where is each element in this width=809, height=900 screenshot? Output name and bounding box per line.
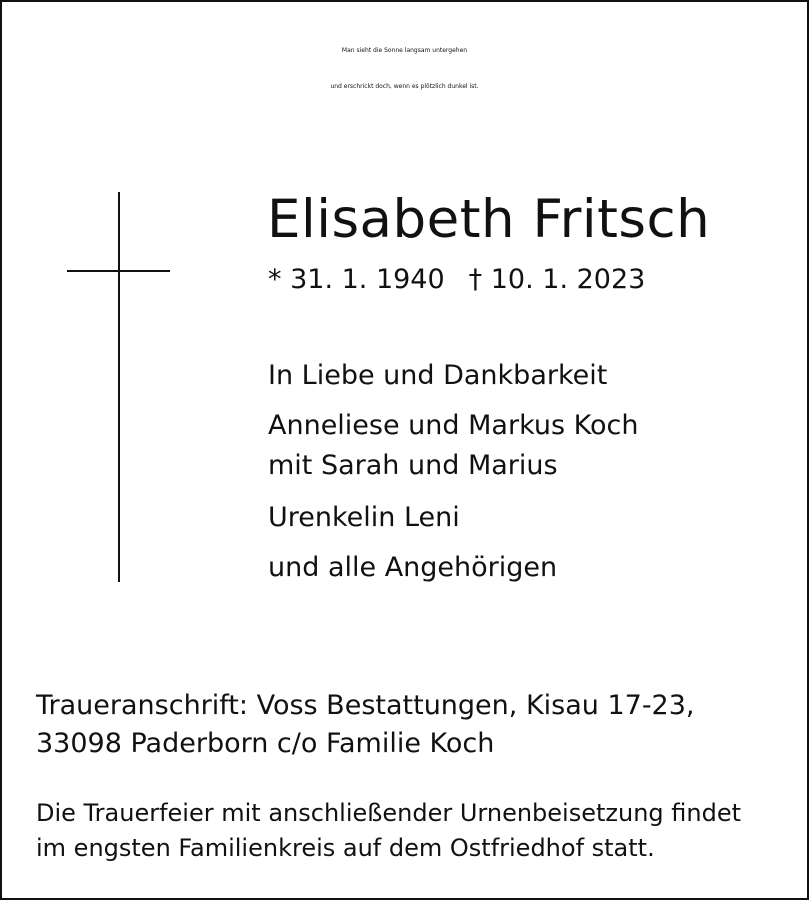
motto-line-2: und erschrickt doch, wenn es plötzlich dunkel ist. [330, 83, 479, 90]
mourners-line-2: mit Sarah und Marius [268, 450, 558, 481]
mourners-line-1: Anneliese und Markus Koch [268, 410, 639, 441]
motto-line-1: Man sieht die Sonne langsam untergehen [341, 47, 468, 54]
life-dates [268, 263, 645, 297]
mourners-line-4: und alle Angehörigen [268, 552, 558, 583]
address-line-2: 33098 Paderborn c/o Familie Koch [36, 728, 495, 759]
birth-date: * 31. 1. 1940 [268, 264, 445, 295]
death-date: † 10. 1. 2023 [468, 264, 646, 295]
mourners-intro: In Liebe und Dankbarkeit [268, 360, 608, 391]
mourners-line-3: Urenkelin Leni [268, 502, 460, 533]
deceased-name: Elisabeth Fritsch [267, 189, 711, 250]
cross-vertical-bar [118, 192, 120, 582]
address-line-1: Traueranschrift: Voss Bestattungen, Kisau 17-23, [36, 690, 695, 721]
note-line-2: im engsten Familienkreis auf dem Ostfriedhof statt. [36, 834, 655, 862]
note-line-1: Die Trauerfeier mit anschließender Urnenbeisetzung findet [36, 799, 742, 827]
cross-horizontal-bar [67, 270, 170, 272]
